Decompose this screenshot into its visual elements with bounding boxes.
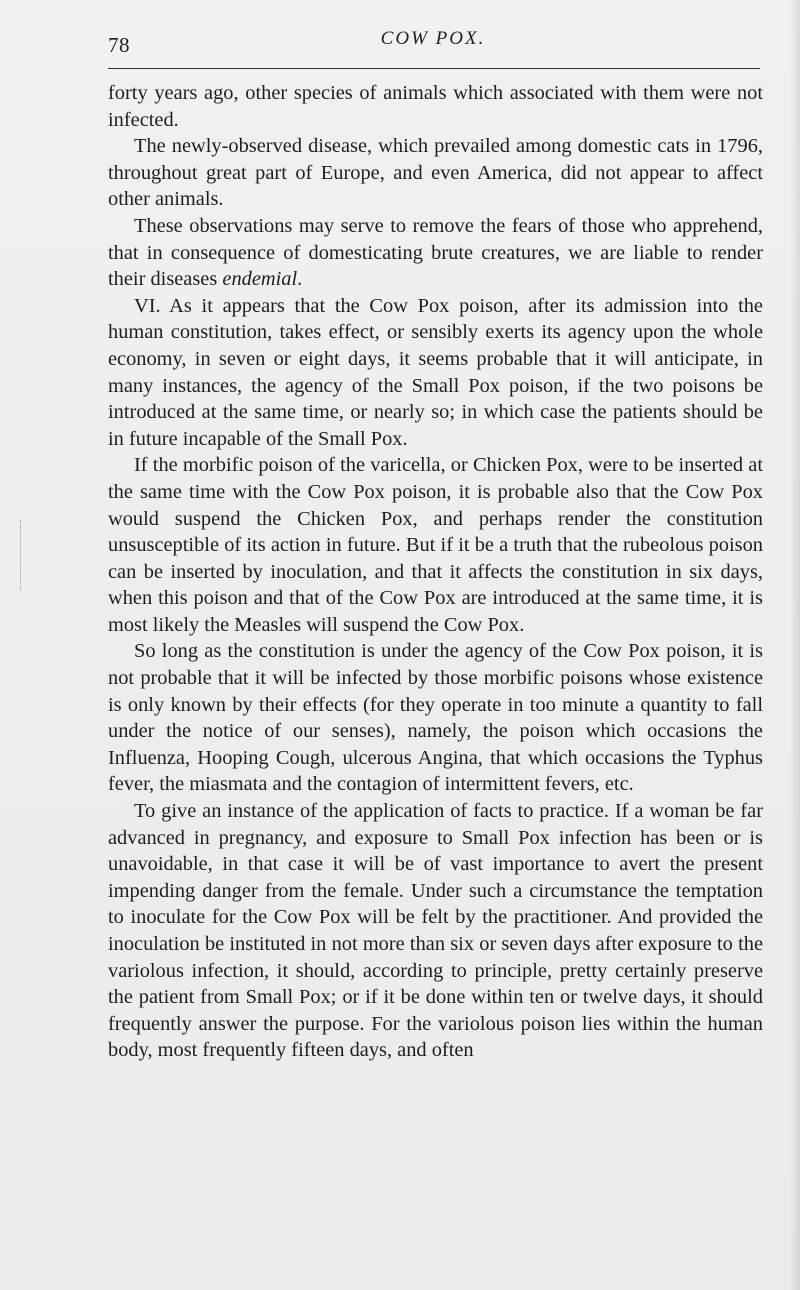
margin-marks xyxy=(20,520,23,590)
paragraph-7: To give an instance of the application of facts to practice. If a woman be far advanced in pregnancy, and exposure to Small Pox infection has been or is unavoidable, in that case it will be of vast importance to avert the present impending danger from the female. Under such a circumstance the temptation to inoculate for the Cow Pox will be felt by the practitioner. And provided the inoculation be instituted in not more than six or seven days after exposure to the variolous infection, it should, according to principle, pretty certainly preserve the patient from Small Pox; or if it be done within ten or twelve days, it should frequently answer the purpose. For the variolous poison lies within the human body, most frequently fifteen days, and often xyxy=(108,800,763,1062)
paragraph-5: If the morbific poison of the varicella, or Chicken Pox, were to be inserted at the same time with the Cow Pox poison, it is probable also that the Cow Pox would suspend the Chicken Pox, and perhaps render the constitution unsusceptible of its action in future. But if it be a truth that the rubeolous poison can be inserted by inoculation, and that it affects the constitution in six days, when this poison and that of the Cow Pox are introduced at the same time, it is most likely the Measles will suspend the Cow Pox. xyxy=(108,454,763,636)
italic-word-endemial: endemial xyxy=(222,268,298,291)
running-head: COW POX. xyxy=(380,28,486,49)
paragraph-3-end: . xyxy=(297,268,303,291)
paragraph-2: The newly-observed disease, which prevailed among domestic cats in 1796, throughout great part of Europe, and even America, did not appear to affect other animals. xyxy=(108,135,763,211)
paragraph-4: VI. As it appears that the Cow Pox poison, after its admission into the human constitution, takes effect, or sensibly exerts its agency upon the whole economy, in seven or eight days, it seems probable that it will anticipate, in many instances, the agency of the Small Pox poison, if the two poisons be introduced at the same time, or nearly so; in which case the patients should be in future incapable of the Small Pox. xyxy=(108,294,763,450)
paragraph-3-text: These observations may serve to remove the fears of those who apprehend, that in consequence of domesticating brute creatures, we are liable to render their diseases xyxy=(108,214,763,291)
paragraph-3 xyxy=(108,213,763,293)
page-header xyxy=(0,0,800,80)
paragraph-6: So long as the constitution is under the agency of the Cow Pox poison, it is not probable that it will be infected by those morbific poisons whose existence is only known by their effects (for they operate in too minute a quantity to fall under the notice of our senses), namely, the poison which occasions the Influenza, Hooping Cough, ulcerous Angina, that which occasions the Typhus fever, the miasmata and the contagion of intermittent fevers, etc. xyxy=(108,640,763,796)
header-rule xyxy=(108,68,760,69)
page-edge-shadow xyxy=(790,0,800,1290)
body-text xyxy=(108,80,763,1064)
page-number: 78 xyxy=(108,33,130,57)
paragraph-1: forty years ago, other species of animals which associated with them were not infected. xyxy=(108,82,763,131)
